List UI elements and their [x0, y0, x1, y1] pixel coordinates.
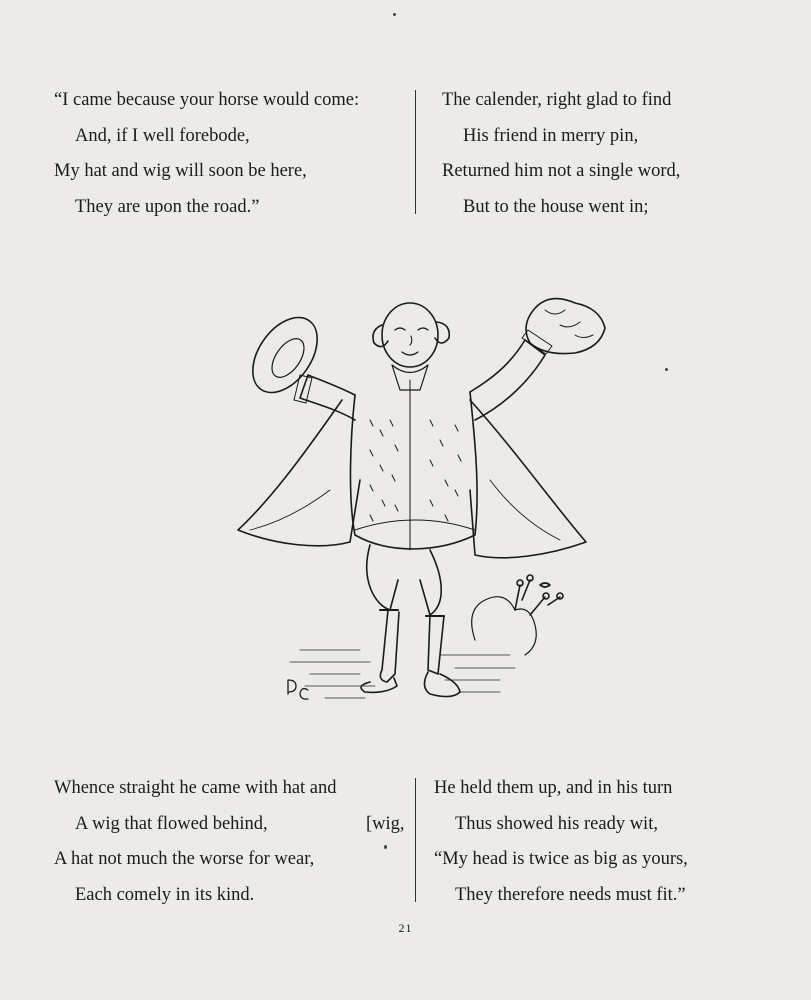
verse-line: The calender, right glad to find: [442, 90, 672, 110]
verse-line: A hat not much the worse for wear,: [54, 849, 315, 869]
verse-line: They therefore needs must fit.”: [455, 885, 686, 905]
verse-line: “I came because your horse would come:: [54, 90, 360, 110]
column-divider: [415, 778, 416, 902]
verse-line: A wig that flowed behind,: [75, 814, 268, 834]
verse-line: His friend in merry pin,: [463, 126, 639, 146]
column-divider: [415, 90, 416, 214]
verse-line: Whence straight he came with hat and: [54, 778, 337, 798]
verse-line: Returned him not a single word,: [442, 161, 681, 181]
verse-line: My hat and wig will soon be here,: [54, 161, 307, 181]
ink-speck: [393, 13, 396, 16]
verse-line: Each comely in its kind.: [75, 885, 255, 905]
dancing-man-illustration: [230, 280, 630, 730]
verse-line: He held them up, and in his turn: [434, 778, 673, 798]
verse-line: And, if I well forebode,: [75, 126, 250, 146]
verse-line-overflow: [wig,: [366, 814, 405, 834]
verse-line: But to the house went in;: [463, 197, 649, 217]
verse-line: “My head is twice as big as yours,: [434, 849, 688, 869]
ink-speck: [384, 845, 387, 849]
page-number: 21: [398, 921, 413, 935]
verse-line: Thus showed his ready wit,: [455, 814, 658, 834]
verse-line: They are upon the road.”: [75, 197, 260, 217]
ink-speck: [665, 368, 668, 371]
